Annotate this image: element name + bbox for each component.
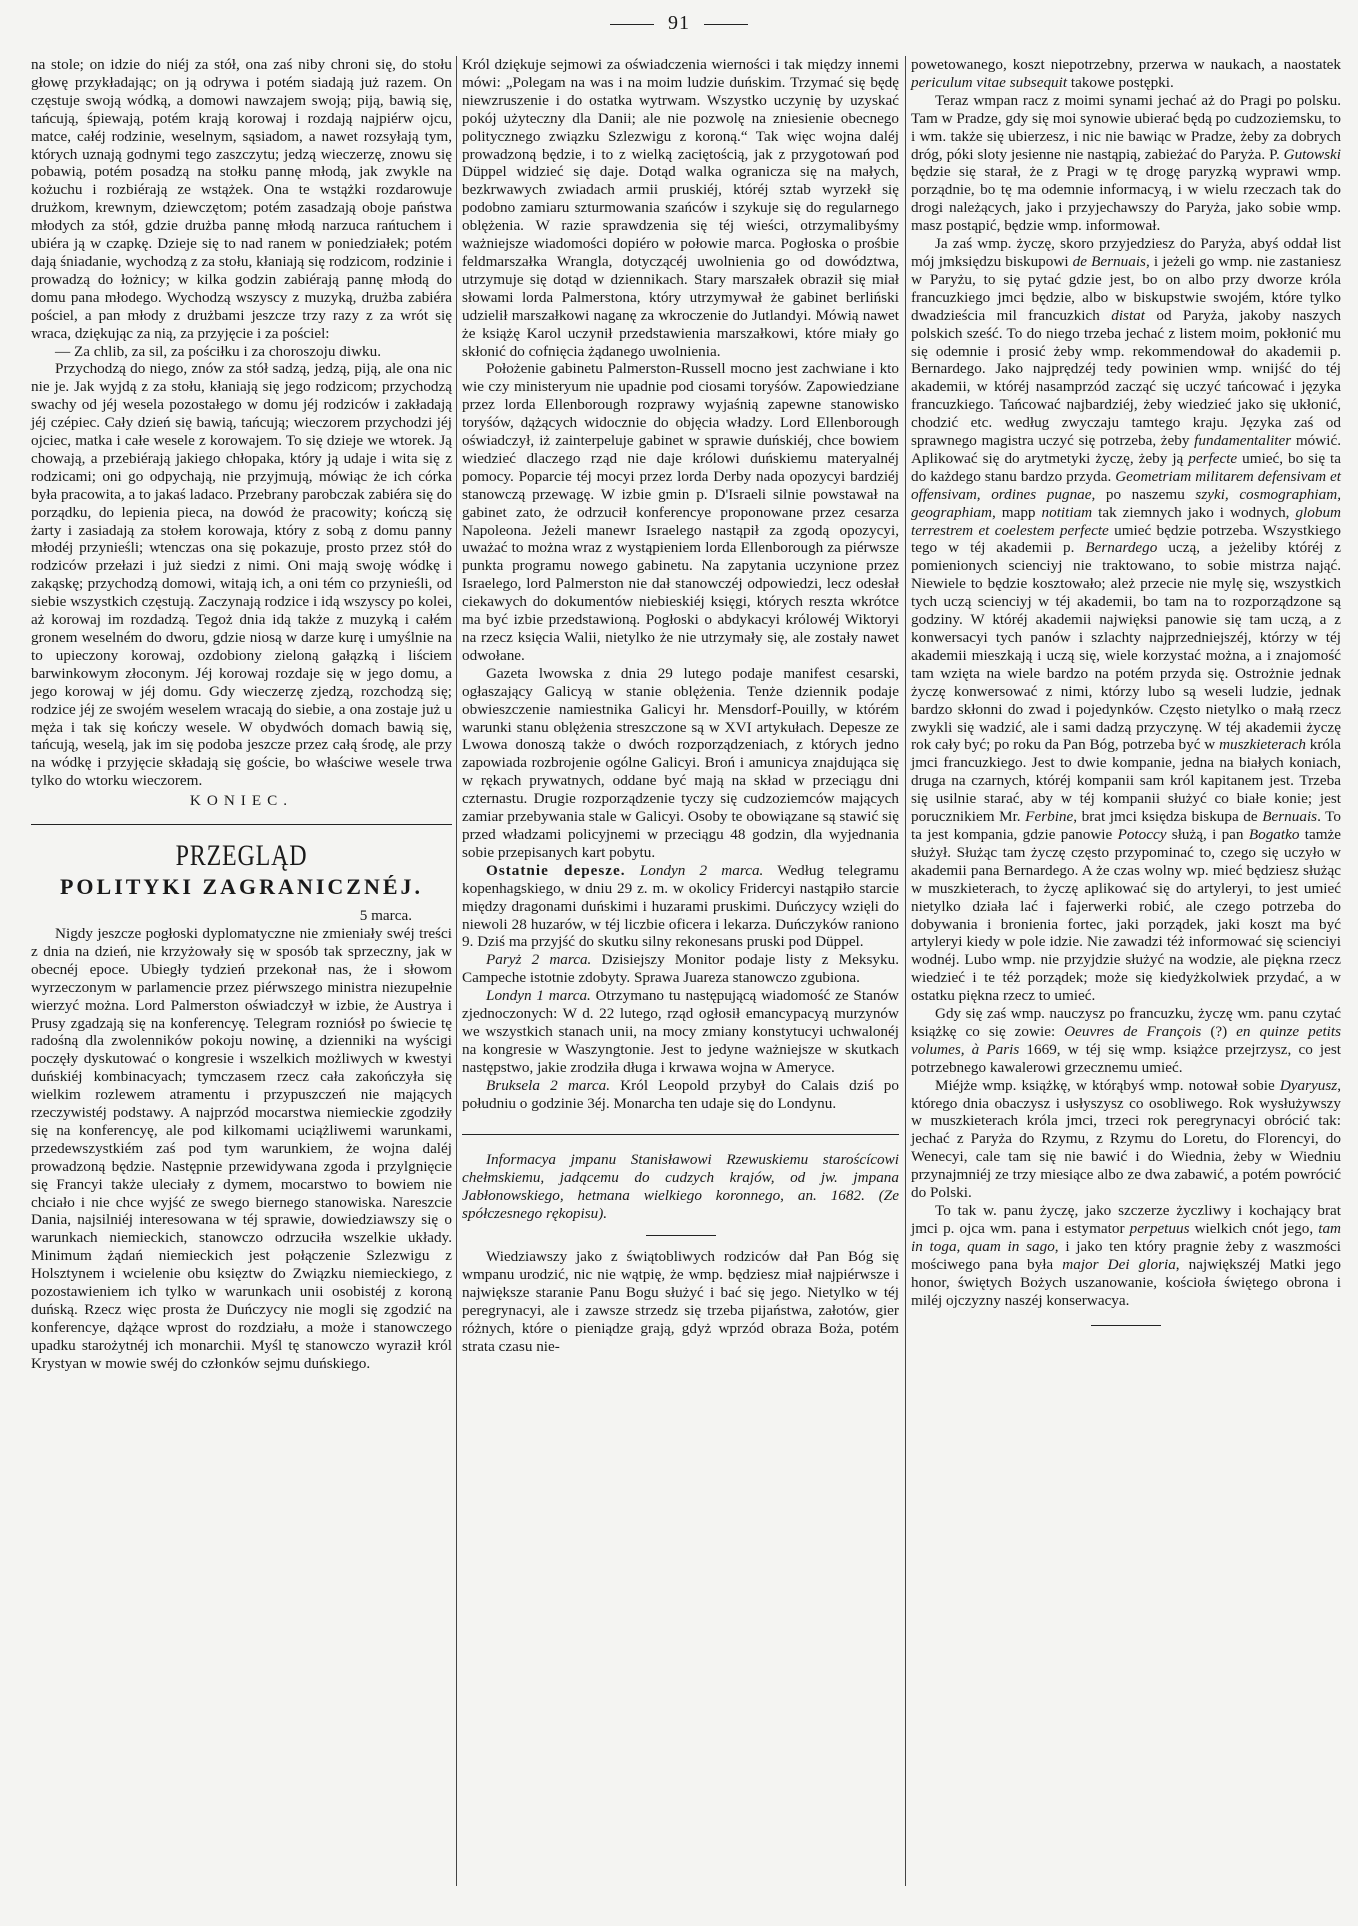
wedding-story	[31, 56, 452, 790]
article-subtitle: POLITYKI ZAGRANICZNÉJ.	[59, 874, 424, 900]
end-mark: KONIEC.	[189, 792, 294, 810]
italic-phrase: Londyn 2 marca.	[639, 861, 764, 879]
italic-phrase: major Dei gloria	[1062, 1255, 1176, 1273]
paragraph: Nigdy jeszcze pogłoski dyplomatyczne nie zmieniały swéj treści z dnia na dzień, nie krzyżowały się w sposób tak sprzeczny, jak w obecnéj epoce. Ubiegły tydzień przekonał nas, że i słowom wyrzeczonym w parlamencie przez piérwszego ministra niezupełnie wierzyć można. Lord Palmerston oświadczył w izbie, że Austrya i Prusy zgadzają się na konferencyę. Telegram rozniósł po świecie tę radośną dla zwolenników pokoju nowinę, a dzienniki na wyścigi poczęły dyskutować o kongresie i wszelkich możliwych w kwestyi duńskiéj kombinacyach; tymczasem rzecz cała zakończyła się wielkim rozlewem atramentu i przypuszczeń nie mających rzeczywistéj podstawy. A najprzód mocarstwa niemieckie zgodziły się na konferencyę, ale pod kilkomami uciążliwemi warunkami, przedewszystkiém zaś pod tym warunkiem, że wojna daléj prowadzoną będzie. Następnie przewidywana zgoda i przylgnięcie się Francyi także uleciały z dymem, mocarstwo to bowiem nie chciało i nie chce wyjść ze swego biernego stanowiska. Nareszcie Dania, najsilniéj interesowana w téj sprawie, dowiedziawszy się o warunkach niemieckich, stanowczo odrzuciła wszelkie układy. Minimum żądań niemieckich jest połączenie Szlezwigu z Holsztynem i wcielenie obu księztw do Związku niemieckiego, z pozostawieniem ich tylko w warunkach unii osobistéj z koroną duńską. Rzecz więc prosta że Duńczycy nie mogli się zgodzić na konferencye, dążące wprost do rozdziału, a może i stanowczego upadku starożytnéj ich monarchii. Myśl tę stanowczo wyraził król Krystyan w mowie swéj do członków sejmu duńskiego.	[31, 924, 452, 1372]
italic-phrase: muszkieterach	[1219, 736, 1306, 754]
italic-phrase: tam in toga, quam in sago	[911, 1219, 1341, 1255]
paragraph: Miéjże wmp. książkę, w którąbyś wmp. notował sobie Dyaryusz, którego dnia obaczysz i usłyszysz co osobliwego. Rok wysłużywszy w muszkieterach króla jmci, trzeci rok peregrynacyi obrócić tak: jechać z Paryża do Rzymu, z Rzymu do Loretu, do Florencyi, do Wenecyi, cale tam się nie bawić i do Wiednia, żeby w Wiedniu przynajmniéj ze trzy miesiące albo ze dwa zabawić, a potém powrócić do Polski.	[911, 1076, 1341, 1202]
column-divider	[456, 56, 457, 1886]
paragraph: Ostatnie depesze. Londyn 2 marca. Według telegramu kopenhagskiego, w dniu 29 z. m. w okolicy Fridercyi nastąpiło starcie między dragonami duńskimi i huzarami pruskimi. Duńczycy wzięli do niewoli 28 huzarów, w téj liczbie oficera i lekarza. Duńczyków raniono 9. Dziś ma przyjść do skutku silny rekonesans pruski pod Düppel.	[462, 861, 900, 951]
paragraph: Londyn 1 marca. Otrzymano tu następującą wiadomość ze Stanów zjednoczonych: W d. 22 lutego, rząd ogłosił emancypacyą murzynów we wszystkich stanach unii, na mocy zmiany konstytucyi uchwalonéj na kongresie w Waszyngtonie. Jest to jedyne ważniejsze w skutkach następstwo, jakie zrodziła długa i krwawa wojna w Ameryce.	[462, 987, 899, 1076]
paragraph: Gdy się zaś wmp. nauczysz po francuzku, życzę wm. panu czytać książkę co się zowie: Oeuvres de François (?) en quinze petits volumes, à Paris 1669, w téj się wmp. książce przejrzysz, co jest potrzebnego kawalerowi grzecznemu umieć.	[911, 1005, 1342, 1076]
letter-continued	[911, 56, 1341, 1309]
column-3	[911, 56, 1341, 1338]
section-rule	[31, 824, 452, 825]
paragraph: Paryż 2 marca. Dzisiejszy Monitor podaje listy z Meksyku. Campeche istotnie zdobyty. Sprawa Juareza stanowczo zgubiona.	[462, 951, 899, 987]
italic-phrase: Bruksela 2 marca.	[486, 1076, 611, 1094]
politics-article	[31, 925, 452, 1373]
page-header	[0, 12, 1358, 35]
paragraph: powetowanego, koszt niepotrzebny, przerwa w naukach, a naostatek periculum vitae subsequit takowe postępki.	[911, 56, 1341, 91]
paragraph: Wiedziawszy jako z świątobliwych rodziców dał Pan Bóg się wmpanu urodzić, nic nie wątpię, że wmp. będziesz miał najpiérwsze i największe staranie Panu Bogu służyć i bać się jego. Nietylko w téj peregrynacyi, ale i zawsze strzedz się trzeba pijaństwa, załotów, gier różnych, które o pieniądze grają, gdyż wprzód obraza Boża, potém strata czasu nie-	[462, 1248, 899, 1355]
paragraph: Przychodzą do niego, znów za stół sadzą, jedzą, piją, ale ona nic nie je. Jak wyjdą z za stołu, kłaniają się jego rodzicom; przychodzą swachy od jéj wesela pozostałego w domu jéj rodziców i zakładają jéj czépiec. Cały dzień się bawią, tańcują; wieczorem przychodzi jéj ojciec, matka i całe wesele z korowajem. To się dzieje we wtorek. Ją chowają, a przebiérają jakiego chłopaka, który ją udaje i wita się z rodzicami; oni go odpychają, nie przyjmują, mówiąc że ich córka była pracowita, a to jakaś ladaco. Przebrany parobczak zabiéra się do porządku, do lepienia pieca, na dowód że pracowity; kończą się żarty i zasiadają za stołem korowaja, który z sobą z domu panny młodéj przynieśli; wtenczas ona się pokazuje, prosto przez stół do rodziców przełazi i już siedzi z nimi. Oni mają swoję wódkę i zakąskę; przychodzą domowi, witają ich, a oni tém co przynieśli, od siebie wszystkich częstują. Zaczynają rodzice i idą wszyscy po kolei, aż korowaj im rozdadzą. Tegoż dnia idą także z muzyką i całém gronem weselném do dworu, gdzie niosą w darze kurę i umyślnie na to upieczony korowaj, ozdobiony zieloną gałązką i liściem barwinkowym złoconym. Jéj korowaj rozdaje się w jego domu, a jego korowaj w jéj domu. Gdy wieczerzę zjedzą, rozchodzą się; rodzice jéj ze swojém weselem wracają do siebie, a ona zostaje już u męża i tak się kończy wesele. W obydwóch domach bawią się, tańcują, weselą, jak im się podoba jeszcze przez całą środę, ale przy na wódkę i przyjęcie składają się goście, bo właściwe wesele trwa tylko do wtorku wieczorem.	[31, 360, 452, 790]
dateline-heading: Ostatnie depesze.	[486, 861, 626, 879]
italic-phrase: Paryż 2 marca.	[486, 951, 592, 969]
italic-phrase: fundamentaliter	[1194, 432, 1292, 450]
italic-phrase: Potoccy	[1117, 825, 1167, 843]
italic-phrase: Oeuvres de François	[1064, 1022, 1202, 1040]
header-dash	[704, 24, 748, 25]
paragraph: na stole; on idzie do niéj za stół, ona zaś niby chroni się, do stołu głowę przykładając; on ją odrywa i potém siadają już razem. On częstuje swoją wódką, a domowi nawzajem swoją; piją, bawią się, tańcują, śpiewają, potém krają korowaj i rozdają najpiérw ojcu, matce, całéj rodzinie, weselnym, sąsiadom, a nawet rozsyłają tym, których uznają godnymi tego zaszczytu; jedzą wieczerzę, znowu się pobawią, potém posadzą na stołku pannę młodą, jak zwykle na kożuchu i rozbiérają ze wstążek. Ona te wstążki rozdarowuje drużkom, krewnym, dziewczętom; potém zasadzają oboje państwa młodych za stół, gdzie drużba pannę młodą narzuca rańtuchem i ubiéra ją w czapkę. Dzieje się to nad ranem w poniedziałek; potém dają śniadanie, wychodzą z za stołu, kłaniają się rodzicom, rodzinie i prowadzą do łożnicy; w kilka godzin zabiérają pannę młodą do domu pana młodego. Wychodzą wszyscy z muzyką, drużba zabiéra pościel, a pan młody z drużbami jeszcze trzy razy z za wrót się wraca, dziękując za nią, za przyjęcie i za pościel:	[31, 56, 452, 342]
column-2	[462, 56, 899, 1356]
article-date: 5 marca.	[359, 907, 412, 925]
section-rule	[462, 1134, 899, 1135]
italic-phrase: Londyn 1 marca.	[486, 987, 591, 1005]
italic-phrase: Dyaryusz	[1279, 1076, 1338, 1094]
short-rule	[646, 1235, 716, 1236]
italic-phrase: Geometriam militarem defensivam et offensivam, ordines pugnae,	[911, 467, 1341, 503]
paragraph: Bruksela 2 marca. Król Leopold przybył do Calais dziś po południu o godzinie 3éj. Monarcha ten udaje się do Londynu.	[462, 1076, 899, 1112]
header-dash	[610, 24, 654, 25]
paragraph: Położenie gabinetu Palmerston-Russell mocno jest zachwiane i kto wie czy ministeryum nie upadnie pod ciosami toryśów. Zapowiedziane przez lorda Ellenborough rozprawy wyjaśnią zapewne stanowisko toryśów, dążących widocznie do objęcia władzy. Lord Ellenborough oświadczył, iż zainterpeluje gabinet w sprawie duńskiéj, chce bowiem wiedzieć dlaczego rząd nie daje królowi duńskiemu materyalnéj pomocy. Poparcie téj mocyi przez lorda Derby nada opozycyi bardziéj stanowczą przewagę. W izbie gmin p. D'Israeli silnie powstawał na gabinet zato, że odrzucił konferencye proponowane przez cesarza Napoleona. Jeżeli manewr Israelego nastąpił za zgodą opozycyi, uważać to można wraz z wystąpieniem lorda Ellenborough za piérwsze punkta programu nowego gabinetu. Na zapytania uczynione przez Israelego, lord Palmerston nie dał stanowczéj odpowiedzi, lecz odesłał ciekawych do dokumentów niebieskiéj księgi, których reszta wkrótce ma być izbie przedstawioną. Pogłoski o abdykacyi królowéj Wiktoryi na rzecz księcia Walii, nietylko że nie utrzymały się, ale zostały nawet odwołane.	[462, 360, 899, 664]
italic-phrase: en quinze petits volumes, à Paris	[911, 1022, 1342, 1058]
italic-phrase: de Bernuais	[1072, 252, 1146, 270]
page-number: 91	[668, 12, 690, 34]
letter-text	[462, 1248, 899, 1355]
column-divider	[905, 56, 906, 1886]
italic-phrase: notitiam	[1041, 503, 1093, 521]
article-title: PRZEGLĄD	[175, 839, 308, 873]
paragraph: Ja zaś wmp. życzę, skoro przyjedziesz do Paryża, abyś oddał list mój jmksiędzu biskupowi de Bernuais, i jeżeli go wmp. nie zastaniesz w Paryżu, to się pytać gdzie jest, bo on albo przy dworze króla francuzkiego jmci będzie, albo w biskupstwie swojém, które tylko dwadzieścia mil francuzkich distat od Paryża, jakoby naszych polskich sześć. To do niego trzeba jechać z listem moim, pokłonić mu się odemnie i prosić żeby wmp. rekommendował do akademii p. Bernardego. Jako najprędzéj tedy powinien wmp. wnijść do téj akademii, w któréj nasamprzód zacząć się uczyć tańcować i języka francuzkiego. Tańcować najbardziéj, żeby wiedzieć jako się ukłonić, chodzić etc. według zwyczaju tamtego kraju. Języka zaś od sprawnego magistra uczyć się potrzeba, żeby fundamentaliter mówić. Aplikować się do arytmetyki życzę, żeby ją perfecte umieć, bo się ta do każdego stanu bardzo przyda. Geometriam militarem defensivam et offensivam, ordines pugnae, po naszemu szyki, cosmographiam, geographiam, mapp notitiam tak ziemnych jako i wodnych, globum terrestrem et coelestem perfecte umieć będzie potrzeba. Wszystkiego tego w téj akademii p. Bernardego uczą, a jeżeliby któréj z pomienionych scienciyj nie traktowano, to sobie mistrza nająć. Niewiele to będzie kosztowało; ależ przecie nie mylę się, wszystkich tych uczą scienciyj w téj akademii, bo tam na to rozporządzone są godziny. W któréj akademii najwięksi panowie się tam uczą, a z konwersacyi tych panów i szlachty najprzedniejszéj, którzy w téj akademii mieszkają i uczą się, wiele korzystać można, a i znajomość tam wzięta na wiele bardzo na potém przyda się. Ostrożnie jednak życzę konwersować z nimi, którzy lubo są weseli ludzie, jednak bardzo skłonni do zwad i pojedynków. Często nietylko o małą rzecz zwykli się wadzić, ale i sami dadzą przyczynę. W téj akademii życzę rok cały być; po roku da Pan Bóg, potrzeba być w muszkieterach króla jmci francuzkiego. Jest to dwie kompanie, jedna na białych koniach, druga na czarnych, któréj kompanii sam król kapitanem jest. Trzeba się usilnie starać, aby w téj kompanii służyć co białe konie; jest porucznikiem Mr. Ferbine, brat jmci księdza biskupa de Bernuais. To ta jest kompania, gdzie panowie Potoccy służą, i pan Bogatko tamże służył. Służąc tam życzę często przypominać to, czego się uczyło w akademii pana Bernardego. A że czas wolny wp. mieć będziesz służąc w muszkieterach, to życzę aplikować się do artyleryi, to jest umieć nietylko działa lać i fajerwerki robić, ale czego potrzeba do dobywania i bronienia fortec, jaki porządek, jaki koszt ma być artyleryi kiedy w pole idzie. Nie zawadzi téż informować się scienciyi wodnéj. Lubo wmp. nie przyjdzie służyć na wodzie, ale piękna rzecz wiedzieć i te téż porządek; może się kiedyżkolwiek przydać, a w ostatku piękna rzecz to umieć.	[911, 235, 1342, 1005]
italic-phrase: periculum vitae subsequit	[911, 73, 1068, 91]
paragraph: To tak w. panu życzę, jako szczerze życzliwy i kochający brat jmci p. ojca wm. pana i estymator perpetuus wielkich cnót jego, tam in toga, quam in sago, i jako ten który pragnie żeby z waszmości mościwego pana była major Dei gloria, największéj Matki jego honor, świętych Bożych uszanowanie, kościoła świętego obrona i miléj ojczyzny naszéj konserwacya.	[911, 1202, 1341, 1309]
italic-phrase: Gutowski	[1283, 145, 1341, 163]
italic-phrase: szyki, cosmographiam, geographiam,	[911, 485, 1341, 521]
paragraph: Gazeta lwowska z dnia 29 lutego podaje manifest cesarski, ogłaszający Galicyą w stanie oblężenia. Tenże dziennik podaje obwieszczenie namiestnika Galicyi hr. Mensdorf-Pouilly, w którém warunki stanu oblężenia streszczone są w XVI artykułach. Depesze ze Lwowa donoszą także o dwóch rozporządzeniach, z których jedno zapowiada rozbrojenie ogólne Galicyi. Broń i amunicya znajdująca się w rękach prywatnych, oddane być mają na skład w przeciągu dni czternastu. Drugie rozporządzenie tyczy się cudzoziemców mających zamiar przebywania stale w Galicyi. Osoby te obowiązane są stawić się przed władzami policyjnemi w przeciągu 48 godzin, dla wyjednania sobie przepisanych kart pobytu.	[462, 664, 899, 861]
italic-phrase: Ferbine	[1025, 808, 1074, 826]
paragraph: Król dziękuje sejmowi za oświadczenia wierności i tak między innemi mówi: „Polegam na was i na moim ludzie duńskim. Trzymać się będę niewzruszenie i do ostatka wytrwam. Wszystko uczynię by uzyskać pokój użyteczny dla Danii; ale nie pozwolę na zniesienie obecnego politycznego związku Szlezwigu z koroną.“ Tak więc wojna daléj prowadzoną będzie, i to z wielką zaciętością, jak z przygotowań pod Düppel widzieć się daje. Dotąd walka ogranicza się na małych, bezkrwawych zwiadach armii pruskiéj, któréj sztab wyrzekł się podobno zamiaru szturmowania szańców i szykuje się do regularnego oblężenia. W razie sprawdzenia się téj wieści, otrzymalibyśmy ważniejsze wiadomości dopiéro w połowie marca. Pogłoska o prośbie feldmarszałka Wrangla, dotyczącéj uwolnienia go od dowództwa, utrzymuje się dotąd w dziennikach. Stary marszałek obraził się miał słowami lorda Palmerstona, który utrzymywał że gabinet berliński udzielił marszałkowi naganę za wkroczenie do Jutlandyi. Mówią nawet że książę Karol uczynił przedstawienia marszałkowi, które miały go skłonić do cofnięcia żądanego uwolnienia.	[462, 56, 899, 360]
italic-phrase: Bogatko	[1248, 825, 1300, 843]
italic-phrase: globum terrestrem et coelestem perfecte	[911, 503, 1341, 539]
italic-phrase: perfecte	[1188, 449, 1238, 467]
italic-phrase: distat	[1111, 306, 1145, 324]
paragraph: Teraz wmpan racz z moimi synami jechać aż do Pragi po polsku. Tam w Pradze, gdy się moi synowie ubierać będą po cudzoziemsku, to i wm. także się ubierzesz, i nic nie bawiąc w Pradze, żeby za dobrych dróg, póki sloty jesienne nie nastąpią, zabieżać do Paryża. P. Gutowski będzie się starał, że z Pragi w tę drogę paryzką wyprawi wmp. porządnie, bo tę ma odemnie informacyą, i w wielu rzeczach tak do drogi należących, jako i przyjechawszy do Paryża, jako sobie wmp. masz postąpić, będzie wmp. informował.	[911, 91, 1341, 235]
italic-phrase: Bernuais	[1262, 808, 1318, 826]
paragraph: — Za chlib, za sil, za pościłku i za choroszoju diwku.	[55, 342, 382, 360]
politics-continued	[462, 56, 899, 1112]
letter-intro: Informacya jmpanu Stanisławowi Rzewuskiemu staroścícowi chełmskiemu, jadącemu do cudzych krajów, od jw. jmpana Jabłonowskiego, hetmana wielkiego koronnego, an. 1682. (Ze spółczesnego rękopisu).	[462, 1151, 899, 1223]
italic-phrase: perpetuus	[1129, 1219, 1190, 1237]
end-rule	[1091, 1325, 1161, 1326]
italic-phrase: Bernardego	[1085, 539, 1158, 557]
column-1	[31, 56, 452, 1373]
